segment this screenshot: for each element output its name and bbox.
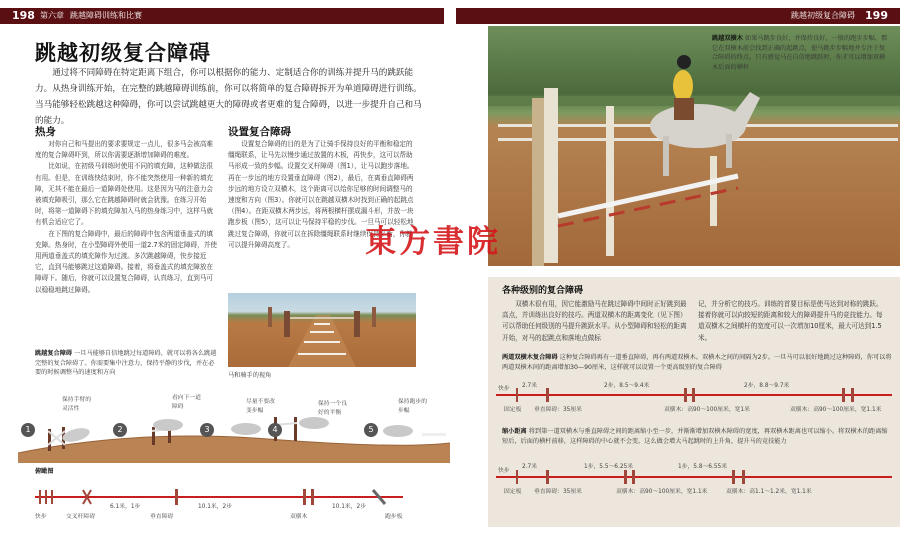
step-4-label: 保持一个良好的平衡 [318,401,347,416]
page-title: 跳越初级复合障碍 [35,41,211,65]
step-5-number: 5 [364,423,378,437]
oxer-caption-title: 跳越双横木 [712,35,743,42]
setup-heading: 设置复合障碍 [228,126,291,138]
diagram-2-label-4: 双横木：高1.1～1.2米，宽1.1米 [726,489,812,495]
chapter-number: 第六章 [40,11,64,20]
plan-distance-2: 10.1米，2步 [198,504,232,510]
warmup-paragraph-3: 在下图的复合障碍中，最后的障碍中包含两道垂盖式的填充障。热身时，在小型障碍外使用一道2.7米的固定障碍，并使用两道垂盖式的填充障作为过渡。多次跳越障碍，快步接近它，直到马能够跳过这道障碍。接着，将垂盖式的填充障放在障碍下。随后，你就可以设置复合障碍，认真练习，直到马可以稳稳地跳过障碍。 [35,229,217,294]
step-2-label: 看向下一道障碍 [172,395,201,410]
levels-col-2: 记，并分析它的技巧。训练的首要目标是使马达到对称的跳跃。接着你就可以向较短的距离和较大的障碍提升马的竞技能力。每道双横木之间横杆的宽度可以一次增加10厘米，最大可达到1.5米。 [698,300,883,342]
plan-label-trot: 快步 [35,514,47,520]
step-4-number: 4 [268,423,282,437]
diagram-2-title: 缩小距离 [502,428,527,435]
diagram-1-title: 两道双横木复合障碍 [502,354,558,361]
step-3-label: 尽量不要改变步幅 [246,399,275,414]
diagram-1-label-2: 垂直障碍：35厘米 [534,407,582,413]
sequence-caption [35,349,220,378]
levels-heading: 各种级别的复合障碍 [502,286,584,296]
step-1-number: 1 [21,423,35,437]
levels-box [488,277,900,527]
right-page-header [456,8,900,24]
publisher-watermark: 東方書院 [365,224,501,260]
rider-view-caption: 马和骑手的视角 [228,372,272,379]
chapter-title: 跳越障碍训练和比赛 [70,11,142,20]
diagram-2-label-3: 双横木：高90～100厘米，宽1.1米 [616,489,708,495]
diagram-1-distance-1: 2.7米 [522,383,538,389]
plan-label-canter: 跑步板 [385,514,403,520]
setup-paragraph-1: 设置复合障碍的目的是为了让骑手保持良好的平衡和稳定的缰绳联系，让马先以慢步通过放置的木板，再快步，这可以帮助马形成一致的步幅。设置交叉杆障碍（图1），让马以跑步落地。再在一步远的地方设置垂直障碍（图2），最后，在离垂直障碍两步远的地方设立双横木，这个距离可以给你足够的时间调整马的速度和方向（图3）。你就可以在跳越双横木时找到正确的起跳点（图4）。在距双横木两步远，将两根横杆摆成漏斗形，并放一块跑步板（图5），这可以让马保持平稳的步伐。一旦马可以轻松地跳过复合障碍，你就可以在拆除缰绳联系时继续保持平衡，你就可以提升障碍高度了。 [228,140,414,249]
plan-label-oxer: 双横木 [290,514,308,520]
warmup-paragraph-1: 对你自己和马提出的要求要规定一点儿，很多马会被高难度的复合障碍吓到，所以你需要逐渐增加障碍的难度。 [35,140,214,160]
diagram-2-trot: 快步 [498,468,510,474]
plan-label-vertical: 垂直障碍 [150,514,174,520]
diagram-1-caption [502,353,892,372]
step-5-label: 保持跑步的步幅 [398,399,427,414]
left-page-header [0,8,444,24]
plan-title: 俯瞰图 [35,468,54,475]
diagram-1-distance-2: 2步，8.5～9.4米 [604,383,650,389]
step-1-label: 保持手臂的灵活性 [62,397,91,412]
diagram-1-markers [496,386,892,404]
diagram-2-label-1: 固定板 [504,489,522,495]
diagram-1-label-4: 双横木：高90～100厘米，宽1.1米 [790,407,882,413]
sequence-caption-title: 跳越复合障碍 [35,350,73,357]
diagram-1-text: 这种复合障碍再有一道垂直障碍，再有两道双横木。双横木之间的间隔为2步。一旦马可以很好地跳过这种障碍，你可以将两道双横木间的距离增加30—90厘米，这样就可以设置一个更高级别的复合障碍 [502,354,892,371]
diagram-2-distance-3: 1步，5.8～6.55米 [678,464,728,470]
oxer-caption-text: 如果马跳步良好，并保持良好，一般的跑步步幅，那它在双横木前会找到正确的起跳点，使马跳步步幅地并专注于复合障碍的终点。只有感觉马在自信地跳跃时，你才可以增加双横木后面的横杆 [712,35,888,71]
rider-view-illustration [228,293,416,367]
right-page-number: 199 [865,9,888,22]
warmup-text [35,139,217,296]
diagram-2-caption [502,427,892,446]
oxer-caption [712,34,890,72]
left-page-number: 198 [12,9,35,22]
diagram-1-label-1: 固定板 [504,407,522,413]
diagram-1-label-3: 双横木：高90～100厘米，宽1米 [664,407,750,413]
sequence-caption-text: 一旦马能够自信地跳过每道障碍，就可以将各么跳越完整的复合障碍了。你需要集中注意力，保持平静的步伐，并在必要的时候调整马的速度和方向 [35,350,217,376]
diagram-1-distance-3: 2步，8.8～9.7米 [744,383,790,389]
diagram-2-text: 将到第一道双横木与垂直障碍之间的距离缩小至一步，并渐渐增加双横木障碍的宽度，再双横木距离也可以缩小。将双横木的距离缩短后，后面的横杆前移，这样障碍的中心就不会变。这么做会增大马起跳时的上升角，提升马的竞技能力 [502,428,888,445]
right-header-title: 跳越初级复合障碍 [791,11,855,20]
step-3-number: 3 [200,423,214,437]
plan-distance-3: 10.1米，2步 [332,504,366,510]
levels-col-1: 双横木很有用，因它能激励马在跳过障碍中间时正好跳到最高点，并训练出良好的技巧。两道双横木的距离变化（见下图）可以帮助任何级别的马提升跳跃水平。从小型障碍和轻松的距离开始，对马的起跳点和落地点做标 [502,300,687,342]
warmup-heading: 热身 [35,126,56,138]
diagram-2-distance-1: 2.7米 [522,464,538,470]
diagram-2-markers [496,468,892,486]
intro-paragraph: 通过将不同障碍在特定距离下组合，你可以根据你的能力、定制适合你的训练并提升马的跳跃能力。从热身训练开始，在完整的跳越障碍训练前，你可以将简单的复合障碍拆开为单道障碍进行训练。当马能够轻松跳越这种障碍，你可以尝试跳越更大的障碍或者更难的复合障碍，以进一步提升自己和马的能力。 [35,68,422,126]
rider-view-photo [228,293,416,367]
step-2-number: 2 [113,423,127,437]
diagram-1-trot: 快步 [498,386,510,392]
diagram-2-distance-2: 1步，5.5～6.25米 [584,464,634,470]
warmup-paragraph-2: 比如说，在初级马训练时使用不同的填充障，这种做法很有用。但是，在训练快结束时，你不能突然使用一种新的填充障，无其不能在最后一道障碍处使用。这是因为马的注意力会被填充障吸引，那么它在跳越障碍时就会犹豫。在练习开始时，将第一道障碍下的填充障加入马的热身练习中，这样马就有机会适应它了。 [35,162,214,227]
plan-label-crosspole: 交叉杆障碍 [66,514,95,520]
diagram-2-label-2: 垂直障碍：35厘米 [534,489,582,495]
plan-distance-1: 6.1米，1步 [110,504,141,510]
